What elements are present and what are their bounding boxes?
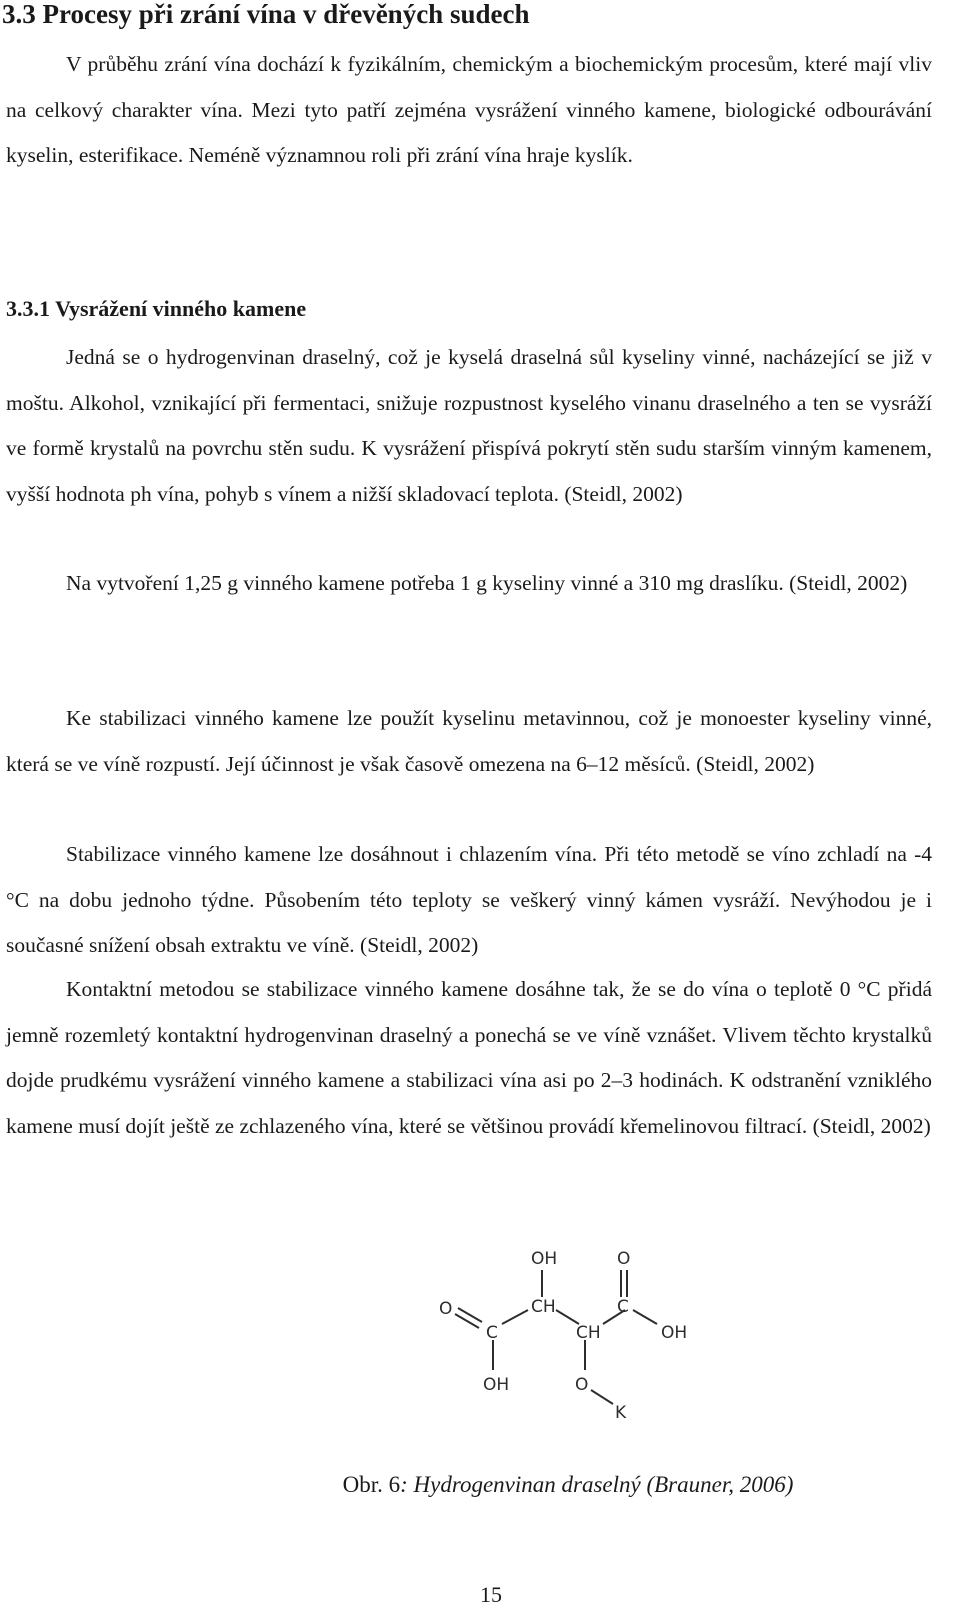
label-o-bottom: O xyxy=(575,1375,589,1395)
label-ch-1: CH xyxy=(531,1297,556,1317)
paragraph-4: Stabilizace vinného kamene lze dosáhnout i chlazením vína. Při této metodě se víno zchladí na -4 °C na dobu jednoho týdne. Působením této teploty se veškerý vinný kámen vysráží. Nevýhodou je i současné snížení obsah extraktu ve víně. (Steidl, 2002) xyxy=(6,842,932,957)
caption-text: Hydrogenvinan draselný (Brauner, 2006) xyxy=(407,1472,794,1497)
paragraph-3: Ke stabilizaci vinného kamene lze použít kyselinu metavinnou, což je monoester kyseliny vinné, která se ve víně rozpustí. Její účinnost je však časově omezena na 6–12 měsíců. (Steidl, 2002) xyxy=(6,706,932,776)
caption-separator: : xyxy=(400,1472,408,1497)
label-oh-right: OH xyxy=(661,1323,688,1343)
paragraph-1: Jedná se o hydrogenvinan draselný, což je kyselá draselná sůl kyseliny vinné, nacházející se již v moštu. Alkohol, vznikající při fermentaci, snižuje rozpustnost kyselého vinanu draselného a ten se vysráží ve formě krystalů na povrchu stěn sudu. K vysrážení přispívá pokrytí stěn sudu starším vinným kamenem, vyšší hodnota ph vína, pohyb s vínem a nižší skladovací teplota. (Steidl, 2002) xyxy=(6,345,932,506)
label-c-left: C xyxy=(486,1323,498,1343)
label-oh-bottom: OH xyxy=(483,1375,510,1395)
label-o-left: O xyxy=(439,1299,453,1319)
label-o-top-right: O xyxy=(617,1249,631,1269)
label-oh-top: OH xyxy=(531,1249,558,1269)
section-heading: 3.3 Procesy při zrání vína v dřevěných sudech xyxy=(2,0,530,29)
intro-paragraph: V průběhu zrání vína dochází k fyzikálním, chemickým a biochemickým procesům, které mají vliv na celkový charakter vína. Mezi tyto patří zejména vysrážení vinného kamene, biologické odbourávání kyselin, esterifikace. Neméně významnou roli při zrání vína hraje kyslík. xyxy=(6,52,932,167)
structural-formula xyxy=(425,1240,715,1425)
page-number: 15 xyxy=(480,1582,502,1607)
figure-caption xyxy=(0,1470,960,1500)
subsection-heading: 3.3.1 Vysrážení vinného kamene xyxy=(6,296,307,321)
paragraph-5: Kontaktní metodou se stabilizace vinného kamene dosáhne tak, že se do vína o teplotě 0 °C přidá jemně rozemletý kontaktní hydrogenvinan draselný a ponechá se ve víně vznášet. Vlivem těchto krystalků dojde prudkému vysrážení vinného kamene a stabilizaci vína asi po 2–3 hodinách. K odstranění vzniklého kamene musí dojít ještě ze zchlazeného vína, které se většinou provádí křemelinovou filtrací. (Steidl, 2002) xyxy=(6,977,932,1138)
label-c-right: C xyxy=(617,1297,629,1317)
paragraph-2: Na vytvoření 1,25 g vinného kamene potřeba 1 g kyseliny vinné a 310 mg draslíku. (Steidl, 2002) xyxy=(66,571,908,595)
caption-prefix: Obr. 6 xyxy=(342,1472,401,1497)
label-k: K xyxy=(615,1403,627,1423)
label-ch-2: CH xyxy=(576,1323,601,1343)
